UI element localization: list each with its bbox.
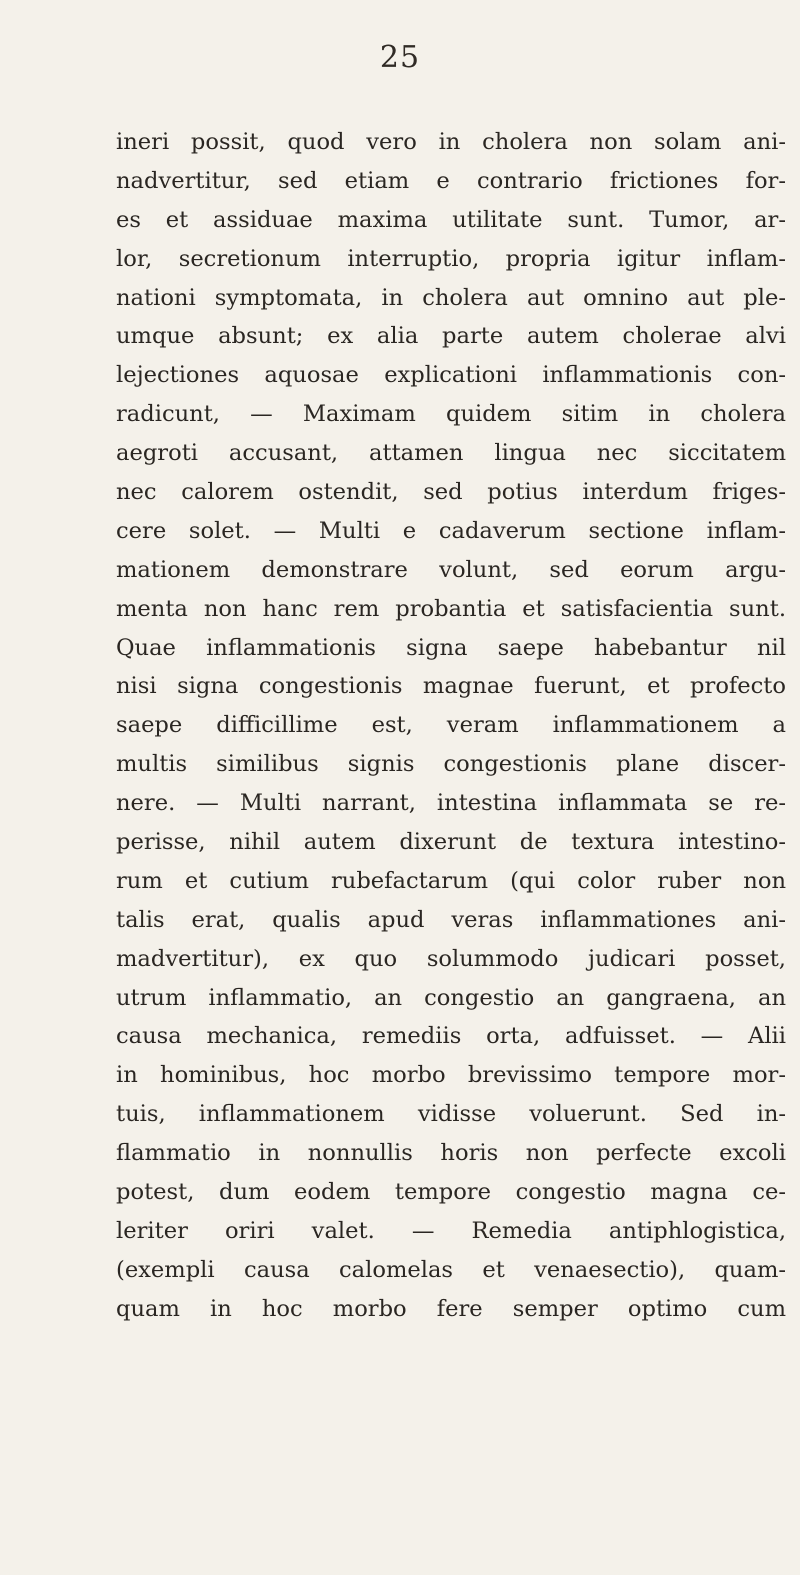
text-line: causa mechanica, remediis orta, adfuisset. — Alii: [116, 1023, 786, 1050]
text-line: umque absunt; ex alia parte autem cholerae alvi: [116, 323, 786, 350]
text-line: in hominibus, hoc morbo brevissimo tempore mor-: [116, 1062, 786, 1089]
body-text: [116, 123, 786, 1329]
text-line: nere. — Multi narrant, intestina inflammata se re-: [116, 790, 786, 817]
text-line: saepe difficillime est, veram inflammationem a: [116, 712, 786, 739]
text-line: madvertitur), ex quo solummodo judicari posset,: [116, 945, 786, 972]
text-line: menta non hanc rem probantia et satisfacientia sunt.: [116, 595, 786, 622]
text-line: nec calorem ostendit, sed potius interdum friges-: [116, 479, 786, 506]
text-line: flammatio in nonnullis horis non perfecte excoli: [116, 1140, 786, 1167]
text-line: tuis, inflammationem vidisse voluerunt. Sed in-: [116, 1101, 786, 1128]
text-line: nadvertitur, sed etiam e contrario frictiones for-: [116, 167, 786, 194]
text-line: utrum inflammatio, an congestio an gangraena, an: [116, 984, 786, 1011]
text-line: potest, dum eodem tempore congestio magna ce-: [116, 1179, 786, 1206]
text-line: (exempli causa calomelas et venaesectio), quam-: [116, 1256, 786, 1283]
text-line: nisi signa congestionis magnae fuerunt, et profecto: [116, 673, 786, 700]
text-line: Quae inflammationis signa saepe habebantur nil: [116, 634, 786, 661]
text-line: lejectiones aquosae explicationi inflammationis con-: [116, 362, 786, 389]
text-line: aegroti accusant, attamen lingua nec siccitatem: [116, 440, 786, 467]
text-line: rum et cutium rubefactarum (qui color ruber non: [116, 867, 786, 894]
text-line: leriter oriri valet. — Remedia antiphlogistica,: [116, 1217, 786, 1244]
text-line: lor, secretionum interruptio, propria igitur inflam-: [116, 245, 786, 272]
text-line: cere solet. — Multi e cadaverum sectione inflam-: [116, 517, 786, 544]
text-line: perisse, nihil autem dixerunt de textura intestino-: [116, 829, 786, 856]
text-line: quam in hoc morbo fere semper optimo cum: [116, 1295, 786, 1322]
text-line: ineri possit, quod vero in cholera non solam ani-: [116, 129, 786, 155]
text-line: mationem demonstrare volunt, sed eorum argu-: [116, 556, 786, 583]
page-number: 25: [379, 40, 421, 75]
text-line: talis erat, qualis apud veras inflammationes ani-: [116, 906, 786, 933]
text-line: radicunt, — Maximam quidem sitim in cholera: [116, 401, 786, 428]
text-line: es et assiduae maxima utilitate sunt. Tumor, ar-: [116, 206, 786, 233]
text-line: nationi symptomata, in cholera aut omnino aut ple-: [116, 284, 786, 311]
text-line: multis similibus signis congestionis plane discer-: [116, 751, 786, 778]
